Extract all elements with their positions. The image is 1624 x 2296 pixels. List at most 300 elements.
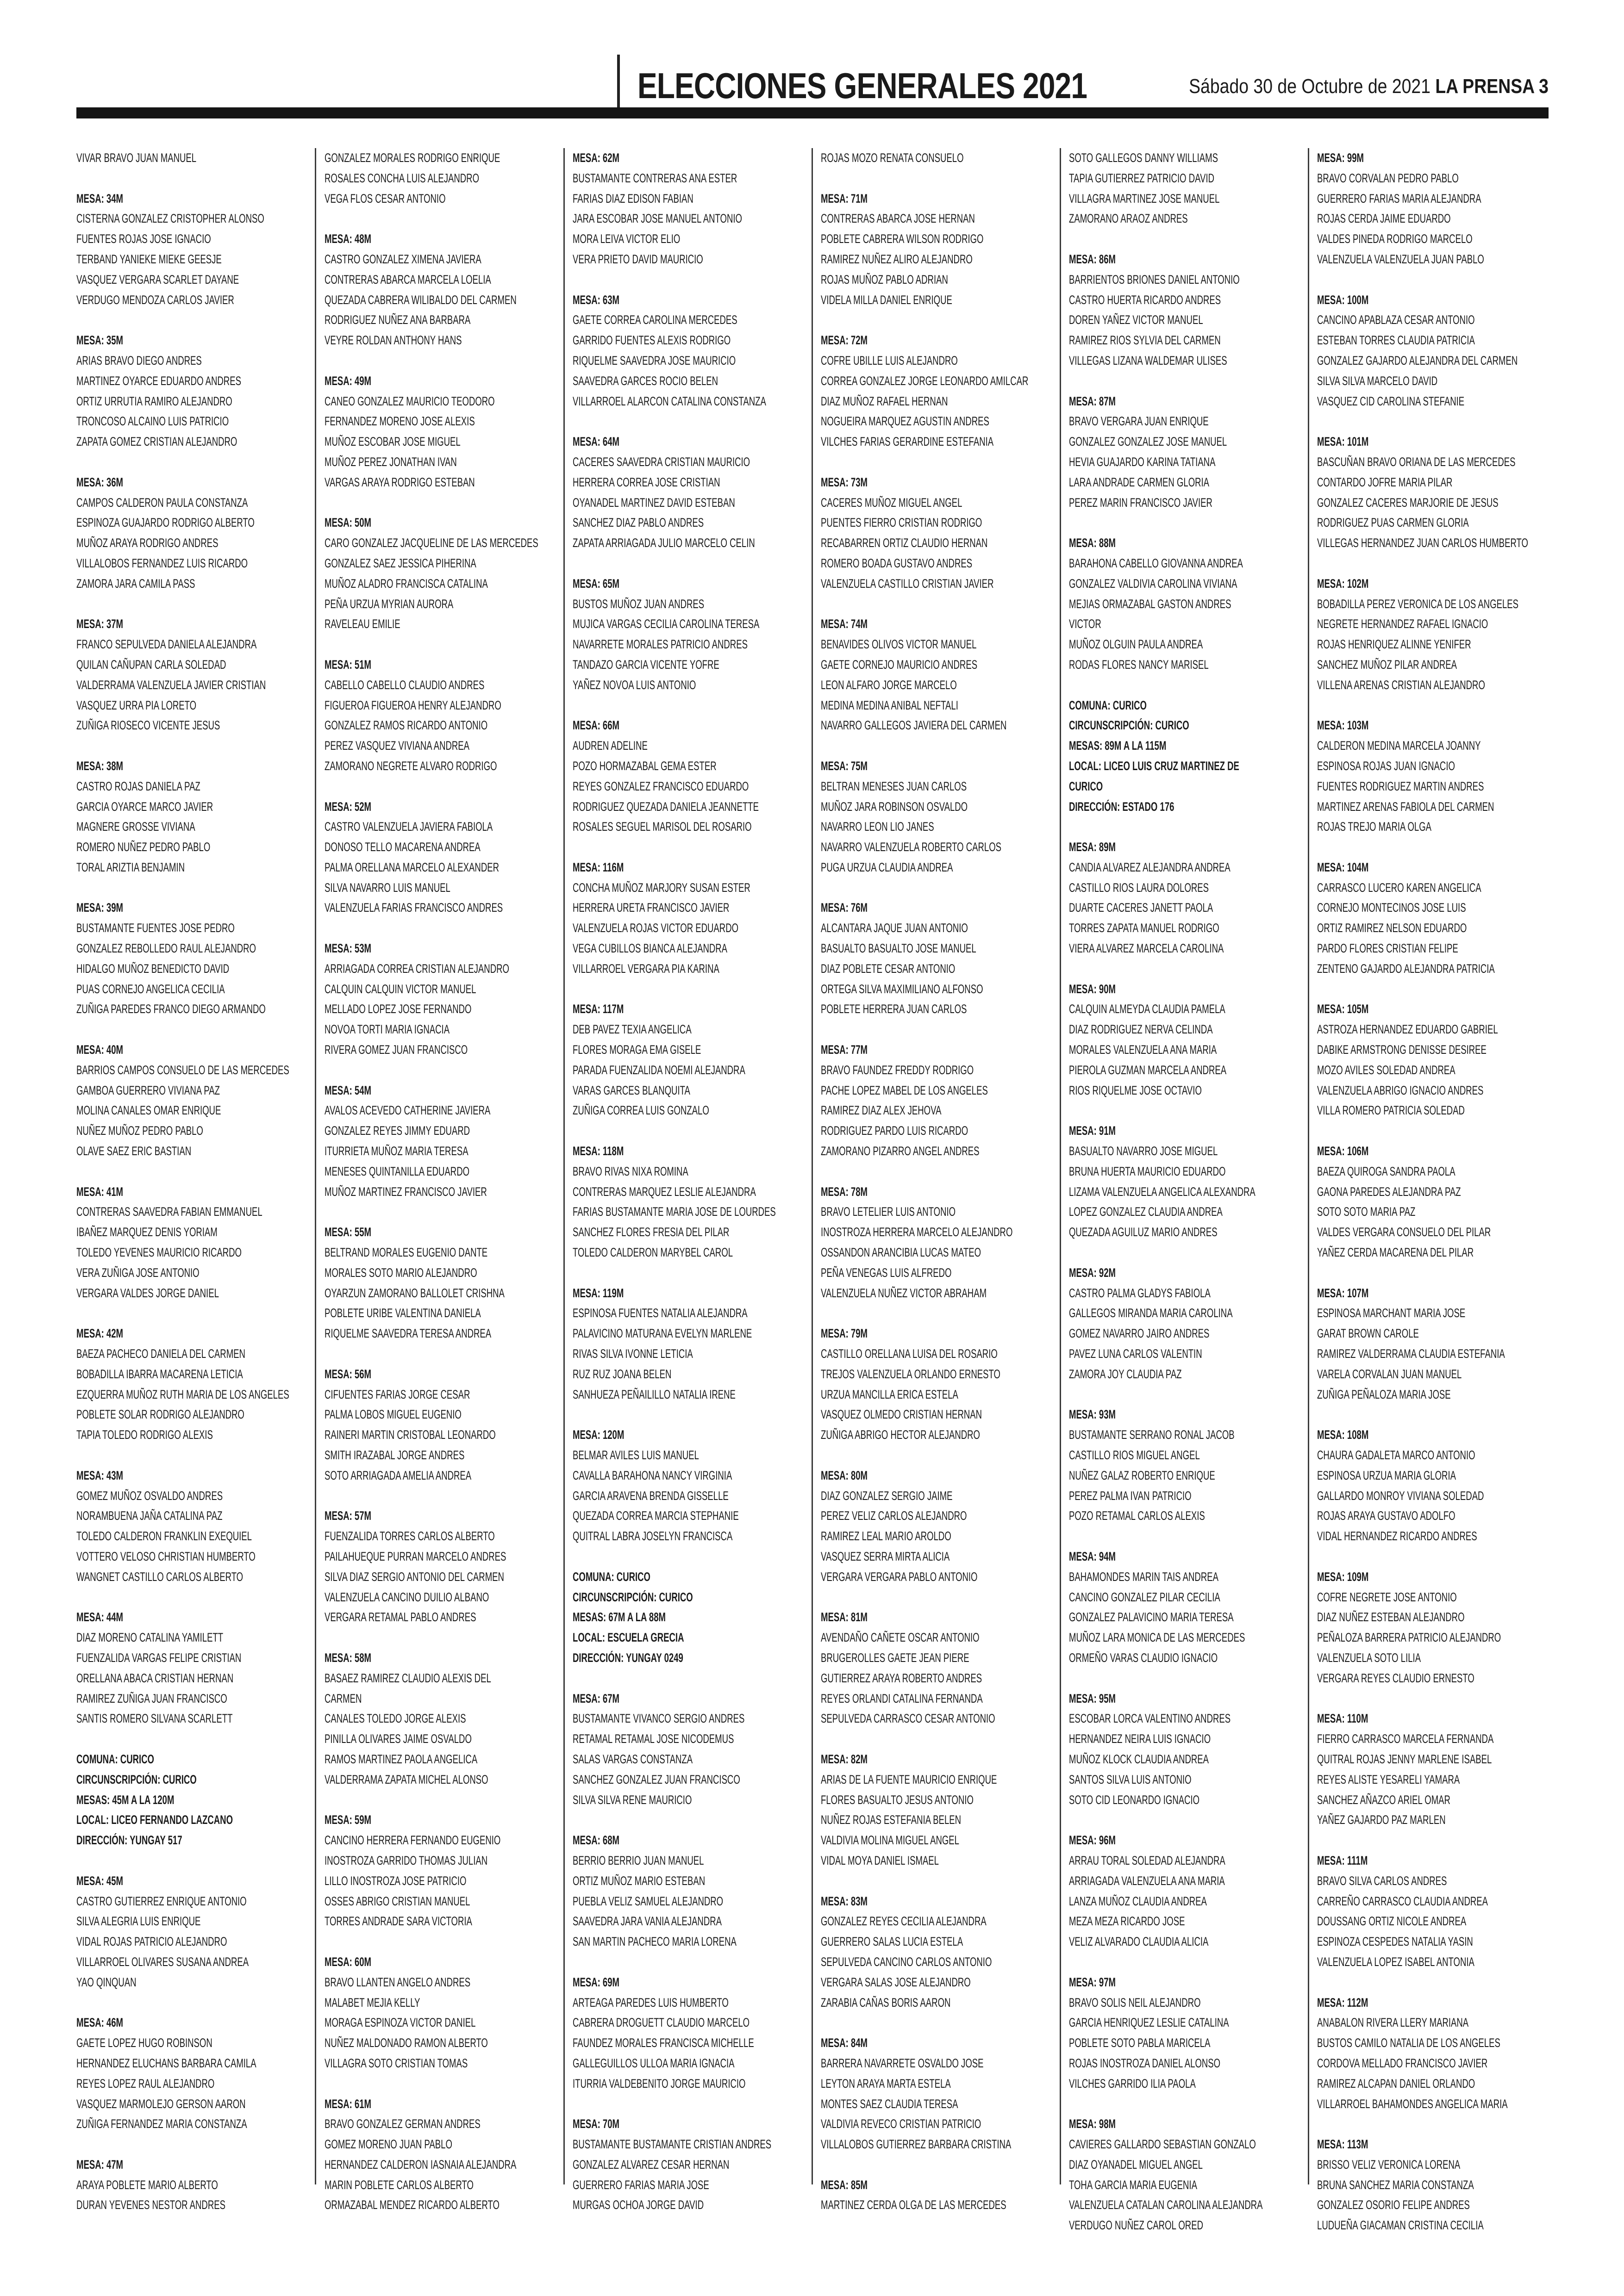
section-heading: MESA: 75M — [821, 759, 868, 773]
voter-name: GALLEGUILLOS ULLOA MARIA IGNACIA — [573, 2056, 735, 2070]
section-heading: MESA: 111M — [1317, 1853, 1368, 1867]
voter-name: JARA ESCOBAR JOSE MANUEL ANTONIO — [573, 212, 742, 226]
spacer — [76, 168, 308, 189]
voter-name: COFRE NEGRETE JOSE ANTONIO — [1317, 1590, 1457, 1604]
voter-name: CISTERNA GONZALEZ CRISTOPHER ALONSO — [76, 212, 264, 226]
section-heading: MESA: 73M — [821, 475, 868, 489]
voter-name: VILCHES GARRIDO ILIA PAOLA — [1069, 2076, 1196, 2091]
voter-name: VELIZ ALVARADO CLAUDIA ALICIA — [1069, 1935, 1209, 1949]
spacer — [325, 1486, 556, 1506]
voter-name: GONZALEZ SAEZ JESSICA PIHERINA — [325, 556, 476, 570]
voter-name: DIAZ MORENO CATALINA YAMILETT — [76, 1630, 224, 1645]
voter-name: ASTROZA HERNANDEZ EDUARDO GABRIEL — [1317, 1022, 1498, 1037]
section-heading: MESA: 100M — [1317, 292, 1369, 307]
voter-name: MUÑOZ OLGUIN PAULA ANDREA — [1069, 637, 1203, 652]
voter-name: SANTOS SILVA LUIS ANTONIO — [1069, 1772, 1192, 1786]
voter-name: ARRAU TORAL SOLEDAD ALEJANDRA — [1069, 1853, 1225, 1867]
voter-name: RODRIGUEZ NUÑEZ ANA BARBARA — [325, 313, 471, 327]
voter-name: MENESES QUINTANILLA EDUARDO — [325, 1164, 470, 1178]
voter-name: BRAVO CORVALAN PEDRO PABLO — [1317, 171, 1459, 185]
spacer — [76, 1303, 308, 1324]
section-heading: MESA: 82M — [821, 1752, 868, 1766]
voter-name: SALAS VARGAS CONSTANZA — [573, 1752, 693, 1766]
voter-name: VILLAGRA MARTINEZ JOSE MANUEL — [1069, 191, 1220, 205]
section-heading: CIRCUNSCRIPCIÓN: CURICO — [573, 1590, 693, 1604]
spacer — [325, 777, 556, 797]
voter-name: NORAMBUENA JAÑA CATALINA PAZ — [76, 1509, 223, 1523]
voter-name: SILVA SILVA MARCELO DAVID — [1317, 373, 1438, 388]
voter-name: PUGA URZUA CLAUDIA ANDREA — [821, 860, 953, 874]
section-heading: MESA: 110M — [1317, 1711, 1368, 1726]
voter-name: BUSTAMANTE CONTRERAS ANA ESTER — [573, 171, 737, 185]
spacer — [573, 1547, 804, 1567]
voter-name: RAMIREZ ALCAPAN DANIEL ORLANDO — [1317, 2076, 1475, 2091]
voter-name: PUENTES FIERRO CRISTIAN RODRIGO — [821, 516, 982, 530]
voter-name: CASTRO PALMA GLADYS FABIOLA — [1069, 1286, 1211, 1300]
voter-name: ZAMORANO NEGRETE ALVARO RODRIGO — [325, 759, 497, 773]
voter-name: VIERA ALVAREZ MARCELA CAROLINA — [1069, 941, 1224, 956]
section-heading: MESA: 42M — [76, 1326, 124, 1341]
voter-name: ROSALES SEGUEL MARISOL DEL ROSARIO — [573, 820, 752, 834]
column-separator — [563, 148, 565, 2184]
voter-name: BOBADILLA IBARRA MACARENA LETICIA — [76, 1367, 243, 1381]
voter-name: VILLEGAS LIZANA WALDEMAR ULISES — [1069, 353, 1227, 367]
voter-name: ESTEBAN TORRES CLAUDIA PATRICIA — [1317, 333, 1475, 348]
voter-name: MARIN POBLETE CARLOS ALBERTO — [325, 2178, 474, 2192]
section-heading: DIRECCIÓN: YUNGAY 517 — [76, 1833, 182, 1848]
issue-date: Sábado 30 de Octubre de 2021 — [1189, 75, 1431, 98]
voter-name: MAGNERE GROSSE VIVIANA — [76, 820, 195, 834]
voter-name: FIERRO CARRASCO MARCELA FERNANDA — [1317, 1732, 1494, 1746]
voter-name: QUEZADA CORREA MARCIA STEPHANIE — [573, 1509, 739, 1523]
voter-name: BRAVO VERGARA JUAN ENRIQUE — [1069, 414, 1209, 429]
voter-name: DOREN YAÑEZ VICTOR MANUEL — [1069, 313, 1203, 327]
spacer — [1317, 270, 1549, 290]
voter-name: CASTILLO ORELLANA LUISA DEL ROSARIO — [821, 1347, 998, 1361]
column-3 — [573, 148, 804, 2212]
voter-name: INOSTROZA GARRIDO THOMAS JULIAN — [325, 1853, 488, 1867]
voter-name: TRONCOSO ALCAINO LUIS PATRICIO — [76, 414, 229, 429]
voter-name: BRAVO FAUNDEZ FREDDY RODRIGO — [821, 1063, 974, 1077]
voter-name: GALLEGOS MIRANDA MARIA CAROLINA — [1069, 1306, 1233, 1320]
spacer — [573, 1405, 804, 1425]
spacer — [573, 979, 804, 1000]
voter-name: TORAL ARIZTIA BENJAMIN — [76, 860, 185, 874]
section-heading: COMUNA: CURICO — [1069, 698, 1147, 712]
voter-name: PALAVICINO MATURANA EVELYN MARLENE — [573, 1326, 752, 1341]
spacer — [76, 1020, 308, 1040]
voter-name: LEYTON ARAYA MARTA ESTELA — [821, 2076, 951, 2091]
voter-name: SOTO SOTO MARIA PAZ — [1317, 1205, 1416, 1219]
voter-name: CARO GONZALEZ JACQUELINE DE LAS MERCEDES — [325, 536, 538, 550]
voter-name: BAEZA QUIROGA SANDRA PAOLA — [1317, 1164, 1455, 1178]
voter-name: RIQUELME SAAVEDRA JOSE MAURICIO — [573, 353, 736, 367]
voter-name: MARTINEZ ARENAS FABIOLA DEL CARMEN — [1317, 799, 1494, 814]
section-heading: MESA: 102M — [1317, 576, 1369, 591]
section-heading: CIRCUNSCRIPCIÓN: CURICO — [76, 1772, 197, 1786]
voter-name: ORMAZABAL MENDEZ RICARDO ALBERTO — [325, 2198, 500, 2212]
voter-name: ARRIAGADA VALENZUELA ANA MARIA — [1069, 1873, 1225, 1888]
voter-name: BRUNA HUERTA MAURICIO EDUARDO — [1069, 1164, 1226, 1178]
voter-name: GONZALEZ ALVAREZ CESAR HERNAN — [573, 2157, 730, 2172]
spacer — [1317, 1263, 1549, 1283]
header-divider — [617, 55, 620, 109]
section-heading: MESA: 49M — [325, 373, 372, 388]
voter-name: RAMIREZ NUÑEZ ALIRO ALEJANDRO — [821, 252, 973, 266]
voter-name: LUDUEÑA GIACAMAN CRISTINA CECILIA — [1317, 2218, 1484, 2233]
section-heading: MESA: 86M — [1069, 252, 1116, 266]
voter-name: POBLETE CABRERA WILSON RODRIGO — [821, 232, 984, 246]
voter-name: GONZALEZ GONZALEZ JOSE MANUEL — [1069, 435, 1227, 449]
voter-name: VARGAS ARAYA RODRIGO ESTEBAN — [325, 475, 475, 489]
voter-name: BRISSO VELIZ VERONICA LORENA — [1317, 2157, 1461, 2172]
voter-name: PEÑA URZUA MYRIAN AURORA — [325, 597, 454, 611]
voter-name: VERGARA RETAMAL PABLO ANDRES — [325, 1610, 476, 1624]
voter-name: VEGA CUBILLOS BIANCA ALEJANDRA — [573, 941, 728, 956]
spacer — [1069, 959, 1300, 979]
voter-name: FARIAS BUSTAMANTE MARIA JOSE DE LOURDES — [573, 1205, 776, 1219]
voter-name: ESPINOSA ROJAS JUAN IGNACIO — [1317, 759, 1455, 773]
voter-name: VALDES PINEDA RODRIGO MARCELO — [1317, 232, 1473, 246]
voter-name: ROJAS TREJO MARIA OLGA — [1317, 820, 1432, 834]
voter-name: GONZALEZ CACERES MARJORIE DE JESUS — [1317, 495, 1499, 510]
voter-name: PARDO FLORES CRISTIAN FELIPE — [1317, 941, 1458, 956]
voter-name: TOLEDO CALDERON FRANKLIN EXEQUIEL — [76, 1529, 252, 1543]
section-heading: MESA: 76M — [821, 901, 868, 915]
voter-name: ORTIZ MUÑOZ MARIO ESTEBAN — [573, 1873, 706, 1888]
voter-name: VASQUEZ MARMOLEJO GERSON AARON — [76, 2097, 246, 2111]
voter-name: VEGA FLOS CESAR ANTONIO — [325, 191, 446, 205]
voter-name: RODAS FLORES NANCY MARISEL — [1069, 657, 1209, 672]
voter-name: FERNANDEZ MORENO JOSE ALEXIS — [325, 414, 475, 429]
voter-name: MOLINA CANALES OMAR ENRIQUE — [76, 1103, 221, 1118]
section-heading: MESA: 103M — [1317, 718, 1369, 733]
spacer — [1069, 1526, 1300, 1547]
voter-name: ESPINOZA GUAJARDO RODRIGO ALBERTO — [76, 516, 255, 530]
section-heading: MESA: 120M — [573, 1428, 625, 1442]
voter-name: NAVARRO GALLEGOS JAVIERA DEL CARMEN — [821, 718, 1007, 733]
voter-name: VERA PRIETO DAVID MAURICIO — [573, 252, 703, 266]
spacer — [1317, 1972, 1549, 1993]
spacer — [573, 554, 804, 574]
voter-name: INOSTROZA HERRERA MARCELO ALEJANDRO — [821, 1225, 1013, 1239]
voter-name: ZARABIA CAÑAS BORIS AARON — [821, 1995, 951, 2010]
section-heading: MESAS: 45M A LA 120M — [76, 1792, 175, 1807]
voter-name: DUARTE CACERES JANETT PAOLA — [1069, 901, 1213, 915]
voter-name: ARIAS DE LA FUENTE MAURICIO ENRIQUE — [821, 1772, 997, 1786]
voter-name: RIQUELME SAAVEDRA TERESA ANDREA — [325, 1326, 492, 1341]
voter-name: BRAVO LETELIER LUIS ANTONIO — [821, 1205, 956, 1219]
voter-name: VILLARROEL OLIVARES SUSANA ANDREA — [76, 1954, 249, 1969]
section-heading: MESA: 94M — [1069, 1549, 1116, 1563]
voter-name: SANCHEZ AÑAZCO ARIEL OMAR — [1317, 1792, 1450, 1807]
voter-name: YAO QINQUAN — [76, 1975, 137, 1989]
voter-name: GARAT BROWN CAROLE — [1317, 1326, 1419, 1341]
voter-name: MEZA MEZA RICARDO JOSE — [1069, 1914, 1185, 1929]
voter-name: RETAMAL RETAMAL JOSE NICODEMUS — [573, 1732, 734, 1746]
voter-name: CANCINO GONZALEZ PILAR CECILIA — [1069, 1590, 1220, 1604]
voter-name: DEB PAVEZ TEXIA ANGELICA — [573, 1022, 692, 1037]
voter-name: CONTRERAS ABARCA JOSE HERNAN — [821, 212, 975, 226]
spacer — [573, 696, 804, 716]
voter-name: SILVA NAVARRO LUIS MANUEL — [325, 880, 450, 895]
voter-name: VALDIVIA MOLINA MIGUEL ANGEL — [821, 1833, 959, 1848]
voter-name: ZAMORA JARA CAMILA PASS — [76, 576, 195, 591]
voter-name: VALENZUELA VALENZUELA JUAN PABLO — [1317, 252, 1484, 266]
voter-name: SANCHEZ GONZALEZ JUAN FRANCISCO — [573, 1772, 740, 1786]
voter-name: OSSANDON ARANCIBIA LUCAS MATEO — [821, 1245, 981, 1260]
section-title: ELECCIONES GENERALES 2021 — [637, 65, 1087, 106]
voter-name: MUÑOZ MARTINEZ FRANCISCO JAVIER — [325, 1184, 487, 1199]
voter-name: BUSTAMANTE VIVANCO SERGIO ANDRES — [573, 1711, 745, 1726]
voter-name: ZAMORA JOY CLAUDIA PAZ — [1069, 1367, 1182, 1381]
spacer — [325, 1628, 556, 1648]
column-4 — [821, 148, 1052, 2212]
voter-name: SANCHEZ MUÑOZ PILAR ANDREA — [1317, 657, 1457, 672]
voter-name: BUSTAMANTE BUSTAMANTE CRISTIAN ANDRES — [573, 2137, 772, 2152]
voter-name: CARRASCO LUCERO KAREN ANGELICA — [1317, 880, 1481, 895]
voter-name: SAAVEDRA JARA VANIA ALEJANDRA — [573, 1914, 722, 1929]
voter-name: MEDINA MEDINA ANIBAL NEFTALI — [821, 698, 958, 712]
voter-name: ZAPATA GOMEZ CRISTIAN ALEJANDRO — [76, 435, 237, 449]
spacer — [1069, 675, 1300, 696]
voter-name: VERGARA VERGARA PABLO ANTONIO — [821, 1569, 978, 1584]
voter-name: VALENZUELA SOTO LILIA — [1317, 1650, 1421, 1665]
voter-name: VALDES VERGARA CONSUELO DEL PILAR — [1317, 1225, 1491, 1239]
voter-name: FRANCO SEPULVEDA DANIELA ALEJANDRA — [76, 637, 257, 652]
voter-name: VOTTERO VELOSO CHRISTIAN HUMBERTO — [76, 1549, 256, 1563]
spacer — [325, 493, 556, 513]
voter-name: MOZO AVILES SOLEDAD ANDREA — [1317, 1063, 1455, 1077]
voter-name: LIZAMA VALENZUELA ANGELICA ALEXANDRA — [1069, 1184, 1255, 1199]
voter-name: HEVIA GUAJARDO KARINA TATIANA — [1069, 454, 1216, 469]
spacer — [325, 1060, 556, 1081]
voter-name: GOMEZ NAVARRO JAIRO ANDRES — [1069, 1326, 1210, 1341]
voter-name: CAVALLA BARAHONA NANCY VIRGINIA — [573, 1468, 732, 1482]
voter-name: REYES ORLANDI CATALINA FERNANDA — [821, 1691, 983, 1705]
voter-name: NAVARRO LEON LIO JANES — [821, 820, 934, 834]
voter-name: LOPEZ GONZALEZ CLAUDIA ANDREA — [1069, 1205, 1223, 1219]
voter-name: QUEZADA CABRERA WILIBALDO DEL CARMEN — [325, 292, 517, 307]
section-heading: MESA: 48M — [325, 232, 372, 246]
section-heading: MESA: 62M — [573, 151, 620, 165]
voter-name: GALLARDO MONROY VIVIANA SOLEDAD — [1317, 1488, 1484, 1503]
voter-name: CANALES TOLEDO JORGE ALEXIS — [325, 1711, 466, 1726]
section-heading: MESA: 96M — [1069, 1833, 1116, 1848]
voter-name: MUÑOZ PEREZ JONATHAN IVAN — [325, 454, 457, 469]
voter-name: GAONA PAREDES ALEJANDRA PAZ — [1317, 1184, 1461, 1199]
voter-name: VIDAL HERNANDEZ RICARDO ANDRES — [1317, 1529, 1477, 1543]
voter-name: GONZALEZ GAJARDO ALEJANDRA DEL CARMEN — [1317, 353, 1518, 367]
spacer — [76, 1851, 308, 1871]
voter-name: CONTRERAS MARQUEZ LESLIE ALEJANDRA — [573, 1184, 756, 1199]
voter-name: AVALOS ACEVEDO CATHERINE JAVIERA — [325, 1103, 491, 1118]
section-heading: MESA: 70M — [573, 2117, 620, 2131]
voter-name: DONOSO TELLO MACARENA ANDREA — [325, 840, 481, 854]
voter-name: GAETE LOPEZ HUGO ROBINSON — [76, 2036, 212, 2050]
voter-name: FUENZALIDA VARGAS FELIPE CRISTIAN — [76, 1650, 242, 1665]
spacer — [1069, 1952, 1300, 1972]
voter-name: RUZ RUZ JOANA BELEN — [573, 1367, 672, 1381]
voter-name: FIGUEROA FIGUEROA HENRY ALEJANDRO — [325, 698, 501, 712]
voter-name: TANDAZO GARCIA VICENTE YOFRE — [573, 657, 719, 672]
spacer — [76, 1993, 308, 2013]
spacer — [821, 1871, 1052, 1892]
column-6 — [1317, 148, 1549, 2233]
voter-name: GONZALEZ REYES JIMMY EDUARD — [325, 1124, 470, 1138]
section-heading: MESA: 67M — [573, 1691, 620, 1705]
voter-name: VALDERRAMA VALENZUELA JAVIER CRISTIAN — [76, 678, 266, 692]
voter-name: PEÑALOZA BARRERA PATRICIO ALEJANDRO — [1317, 1630, 1501, 1645]
voter-name: HERNANDEZ NEIRA LUIS IGNACIO — [1069, 1732, 1211, 1746]
voter-name: GONZALEZ REYES CECILIA ALEJANDRA — [821, 1914, 987, 1929]
voter-name: NAVARRETE MORALES PATRICIO ANDRES — [573, 637, 748, 652]
voter-name: SAAVEDRA GARCES ROCIO BELEN — [573, 373, 718, 388]
voter-name: VILCHES FARIAS GERARDINE ESTEFANIA — [821, 435, 994, 449]
voter-name: MUÑOZ KLOCK CLAUDIA ANDREA — [1069, 1752, 1209, 1766]
section-heading: MESAS: 67M A LA 88M — [573, 1610, 666, 1624]
voter-name: VASQUEZ VERGARA SCARLET DAYANE — [76, 272, 239, 286]
section-heading: MESA: 40M — [76, 1043, 124, 1057]
voter-name: TREJOS VALENZUELA ORLANDO ERNESTO — [821, 1367, 1000, 1381]
spacer — [1317, 1405, 1549, 1425]
section-heading: MESA: 55M — [325, 1225, 372, 1239]
voter-name: YAÑEZ CERDA MACARENA DEL PILAR — [1317, 1245, 1474, 1260]
voter-name: VASQUEZ SERRA MIRTA ALICIA — [821, 1549, 950, 1563]
column-separator — [315, 148, 316, 2184]
section-heading: MESA: 52M — [325, 799, 372, 814]
voter-name: PALMA LOBOS MIGUEL EUGENIO — [325, 1407, 462, 1422]
section-heading: MESA: 51M — [325, 657, 372, 672]
spacer — [573, 411, 804, 432]
column-1 — [76, 148, 308, 2212]
voter-name: DIAZ OYANADEL MIGUEL ANGEL — [1069, 2157, 1203, 2172]
spacer — [76, 1162, 308, 1182]
spacer — [821, 2013, 1052, 2033]
section-heading: MESA: 66M — [573, 718, 620, 733]
voter-name: NOGUEIRA MARQUEZ AGUSTIN ANDRES — [821, 414, 989, 429]
section-heading: MESA: 119M — [573, 1286, 624, 1300]
voter-name: CAVIERES GALLARDO SEBASTIAN GONZALO — [1069, 2137, 1256, 2152]
section-heading: MESA: 84M — [821, 2036, 868, 2050]
voter-name: SILVA SILVA RENE MAURICIO — [573, 1792, 692, 1807]
voter-name: FLORES MORAGA EMA GISELE — [573, 1043, 701, 1057]
voter-name: SILVA ALEGRIA LUIS ENRIQUE — [76, 1914, 201, 1929]
voter-name: BASUALTO BASUALTO JOSE MANUEL — [821, 941, 976, 956]
voter-name: PEREZ VELIZ CARLOS ALEJANDRO — [821, 1509, 967, 1523]
voter-name: VIDELA MILLA DANIEL ENRIQUE — [821, 292, 952, 307]
spacer — [1069, 817, 1300, 837]
voter-name: ZAMORANO ARAOZ ANDRES — [1069, 212, 1188, 226]
voter-name: ZUÑIGA ABRIGO HECTOR ALEJANDRO — [821, 1428, 980, 1442]
voter-name: VALDIVIA REVECO CRISTIAN PATRICIO — [821, 2117, 981, 2131]
voter-name: RODRIGUEZ QUEZADA DANIELA JEANNETTE — [573, 799, 759, 814]
spacer — [1069, 1668, 1300, 1689]
voter-name: HIDALGO MUÑOZ BENEDICTO DAVID — [76, 961, 230, 976]
voter-name: SANHUEZA PEÑAILILLO NATALIA IRENE — [573, 1387, 736, 1401]
page-header — [76, 55, 1549, 106]
voter-name: ROJAS MOZO RENATA CONSUELO — [821, 151, 964, 165]
voter-name: VALENZUELA CASTILLO CRISTIAN JAVIER — [821, 576, 994, 591]
section-heading: MESA: 118M — [573, 1144, 624, 1158]
section-heading: MESA: 60M — [325, 1954, 372, 1969]
voter-name: ANABALON RIVERA LLERY MARIANA — [1317, 2016, 1469, 2030]
column-separator — [812, 148, 813, 2184]
voter-name: MARTINEZ OYARCE EDUARDO ANDRES — [76, 373, 241, 388]
voter-name: DIAZ MUÑOZ RAFAEL HERNAN — [821, 394, 948, 408]
section-heading: MESA: 113M — [1317, 2137, 1368, 2152]
voter-name: ZENTENO GAJARDO ALEJANDRA PATRICIA — [1317, 961, 1495, 976]
section-heading: COMUNA: CURICO — [573, 1569, 650, 1584]
spacer — [821, 1303, 1052, 1324]
section-heading: MESA: 68M — [573, 1833, 620, 1848]
spacer — [573, 2094, 804, 2115]
voter-name: TAPIA TOLEDO RODRIGO ALEXIS — [76, 1428, 213, 1442]
voter-name: RAMIREZ DIAZ ALEX JEHOVA — [821, 1103, 942, 1118]
spacer — [1317, 554, 1549, 574]
section-heading: MESA: 46M — [76, 2016, 124, 2030]
voter-name: OLAVE SAEZ ERIC BASTIAN — [76, 1144, 192, 1158]
section-heading: MESA: 41M — [76, 1184, 124, 1199]
voter-name: YAÑEZ NOVOA LUIS ANTONIO — [573, 678, 696, 692]
voter-name: VILLALOBOS FERNANDEZ LUIS RICARDO — [76, 556, 248, 570]
voter-name: ARRIAGADA CORREA CRISTIAN ALEJANDRO — [325, 961, 509, 976]
voter-name: BOBADILLA PEREZ VERONICA DE LOS ANGELES — [1317, 597, 1519, 611]
voter-name: CASTRO HUERTA RICARDO ANDRES — [1069, 292, 1221, 307]
voter-name: BAEZA PACHECO DANIELA DEL CARMEN — [76, 1347, 245, 1361]
voter-name: POZO RETAMAL CARLOS ALEXIS — [1069, 1509, 1205, 1523]
voter-name: VILLALOBOS GUTIERREZ BARBARA CRISTINA — [821, 2137, 1012, 2152]
voter-name: PALMA ORELLANA MARCELO ALEXANDER — [325, 860, 499, 874]
section-heading: COMUNA: CURICO — [76, 1752, 154, 1766]
voter-name: VASQUEZ URRA PIA LORETO — [76, 698, 197, 712]
voter-name: CABELLO CABELLO CLAUDIO ANDRES — [325, 678, 485, 692]
section-heading: MESA: 104M — [1317, 860, 1369, 874]
voter-name: CANEO GONZALEZ MAURICIO TEODORO — [325, 394, 495, 408]
voter-name: OYANADEL MARTINEZ DAVID ESTEBAN — [573, 495, 735, 510]
voter-name: BAHAMONDES MARIN TAIS ANDREA — [1069, 1569, 1218, 1584]
voter-name: ORELLANA ABACA CRISTIAN HERNAN — [76, 1671, 234, 1685]
section-heading: MESA: 105M — [1317, 1002, 1369, 1016]
voter-name: CHAURA GADALETA MARCO ANTONIO — [1317, 1448, 1475, 1462]
section-heading: MESA: 63M — [573, 292, 620, 307]
voter-name: VICTOR — [1069, 617, 1101, 631]
spacer — [821, 1445, 1052, 1466]
section-heading: MESA: 79M — [821, 1326, 868, 1341]
voter-name: QUITRAL LABRA JOSELYN FRANCISCA — [573, 1529, 733, 1543]
voter-name: CALQUIN ALMEYDA CLAUDIA PAMELA — [1069, 1002, 1225, 1016]
voter-name: CASTRO GONZALEZ XIMENA JAVIERA — [325, 252, 481, 266]
voter-name: PEREZ VASQUEZ VIVIANA ANDREA — [325, 739, 470, 753]
spacer — [325, 635, 556, 655]
voter-name: CAMPOS CALDERON PAULA CONSTANZA — [76, 495, 248, 510]
section-heading: LOCAL: ESCUELA GRECIA — [573, 1630, 684, 1645]
spacer — [821, 168, 1052, 189]
voter-name: ESPINOSA URZUA MARIA GLORIA — [1317, 1468, 1456, 1482]
spacer — [325, 1790, 556, 1811]
voter-name: POBLETE HERRERA JUAN CARLOS — [821, 1002, 967, 1016]
voter-name: MUÑOZ ALADRO FRANCISCA CATALINA — [325, 576, 488, 591]
spacer — [821, 878, 1052, 898]
section-heading: MESA: 35M — [76, 333, 124, 348]
voter-name: ROSALES CONCHA LUIS ALEJANDRO — [325, 171, 480, 185]
voter-name: SEPULVEDA CARRASCO CESAR ANTONIO — [821, 1711, 995, 1726]
voter-name: TERBAND YANIEKE MIEKE GEESJE — [76, 252, 222, 266]
section-heading: MESA: 95M — [1069, 1691, 1116, 1705]
voter-name: VERA ZUÑIGA JOSE ANTONIO — [76, 1265, 200, 1280]
voter-name: SILVA DIAZ SERGIO ANTONIO DEL CARMEN — [325, 1569, 504, 1584]
spacer — [76, 1729, 308, 1749]
